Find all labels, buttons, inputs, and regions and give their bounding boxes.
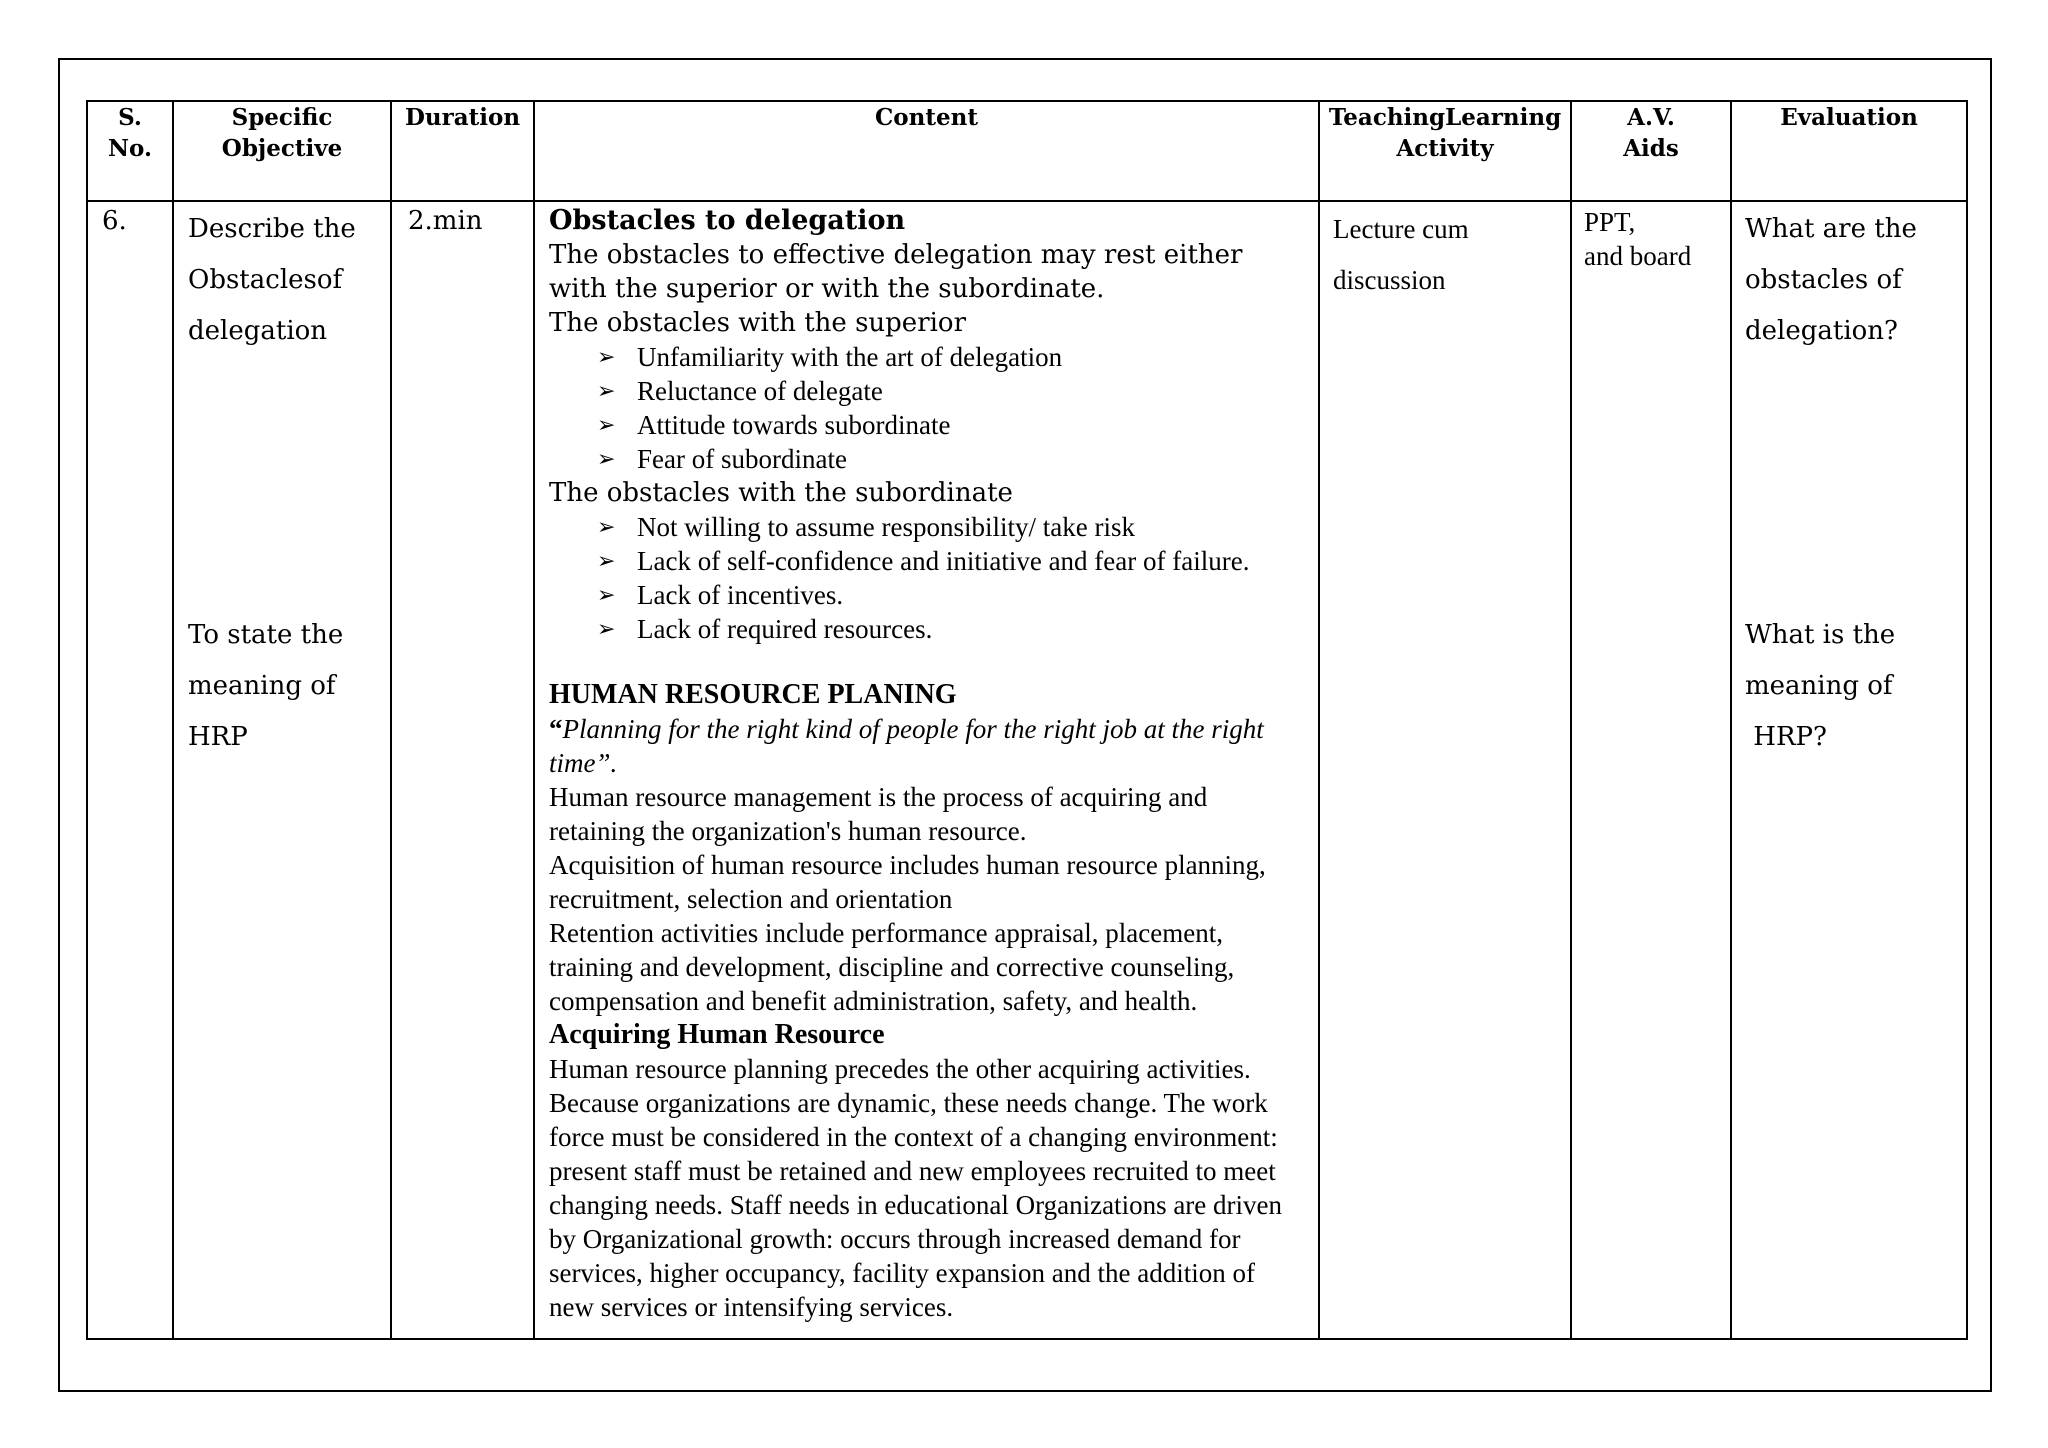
header-sno-line-2: No. (108, 135, 152, 162)
header-teaching-line-2: Activity (1396, 135, 1494, 162)
arrow-bullet-icon: ➢ (597, 412, 616, 437)
list-item-text: Lack of required resources. (637, 614, 933, 644)
list-item (597, 374, 1306, 408)
evaluation-2-line: meaning of (1745, 671, 1893, 701)
evaluation-2-line: What is the (1745, 620, 1896, 650)
objective-2 (188, 610, 390, 763)
evaluation-1 (1745, 202, 1966, 357)
list-item-text: Unfamiliarity with the art of delegation (637, 342, 1063, 372)
evaluation-1-line: delegation? (1745, 316, 1898, 346)
evaluation-1-line: What are the (1745, 214, 1917, 244)
acquisition-text: Acquisition of human resource includes human resource planning, recruitment, selection and orientation (549, 850, 1266, 914)
hrp-title: HUMAN RESOURCE PLANING (549, 679, 957, 710)
header-objective (173, 101, 391, 201)
header-row (87, 101, 1967, 201)
subordinate-heading: The obstacles with the subordinate (549, 478, 1013, 508)
teaching-line: discussion (1333, 265, 1446, 295)
header-duration: Duration (391, 101, 534, 201)
list-item-text: Reluctance of delegate (637, 376, 883, 406)
header-content: Content (534, 101, 1319, 201)
list-item (597, 612, 1306, 646)
header-aids-line-2: Aids (1623, 135, 1679, 162)
list-item (597, 408, 1306, 442)
cell-sno: 6. (87, 201, 173, 1339)
acquiring-text: Human resource planning precedes the other acquiring activities. Because organizations are dynamic, these needs change. The work force must be considered in the context of a changing environment: present staff must be retained and new employees recruited to meet changing needs. Staff needs in educational Organizations are driven by Organizational growth: occurs through increased demand for services, higher occupancy, facility expansion and the addition of new services or intensifying services. (549, 1054, 1283, 1322)
cell-objective (173, 201, 391, 1339)
obstacles-title: Obstacles to delegation (549, 205, 906, 236)
list-item (597, 510, 1306, 544)
arrow-bullet-icon: ➢ (597, 582, 616, 607)
arrow-bullet-icon: ➢ (597, 616, 616, 641)
subordinate-list (549, 510, 1306, 646)
header-sno-line-1: S. (118, 104, 142, 131)
list-item-text: Lack of incentives. (637, 580, 844, 610)
objective-1-line: Obstaclesof (188, 265, 343, 295)
header-evaluation: Evaluation (1731, 101, 1967, 201)
lesson-plan-table (86, 100, 1968, 1340)
header-sno (87, 101, 173, 201)
list-item-text: Not willing to assume responsibility/ take risk (637, 512, 1135, 542)
evaluation-1-line: obstacles of (1745, 265, 1902, 295)
header-teaching-line-1: TeachingLearning (1328, 104, 1562, 131)
objective-1-line: delegation (188, 316, 328, 346)
aids-line: and board (1584, 241, 1692, 271)
arrow-bullet-icon: ➢ (597, 344, 616, 369)
cell-evaluation (1731, 201, 1967, 1339)
teaching-line: Lecture cum (1333, 214, 1469, 244)
header-objective-line-2: Objective (221, 135, 343, 162)
teaching-activity-text (1333, 202, 1570, 306)
header-aids (1571, 101, 1731, 201)
hrm-definition: Human resource management is the process of acquiring and retaining the organization's human resource. (549, 782, 1208, 846)
objective-2-line: HRP (188, 722, 248, 752)
cell-duration: 2.min (391, 201, 534, 1339)
spacer (549, 1324, 1306, 1338)
aids-line: PPT, (1584, 207, 1636, 237)
superior-heading: The obstacles with the superior (549, 308, 967, 338)
list-item (597, 578, 1306, 612)
hrp-quote (549, 712, 1306, 780)
objective-1 (188, 202, 390, 357)
evaluation-2 (1745, 610, 1966, 763)
arrow-bullet-icon: ➢ (597, 446, 616, 471)
superior-list (549, 340, 1306, 476)
header-aids-line-1: A.V. (1627, 104, 1675, 131)
cell-content (534, 201, 1319, 1339)
list-item (597, 442, 1306, 476)
spacer (549, 646, 1306, 678)
hrp-quote-text: Planning for the right kind of people for the right job at the right time”. (549, 714, 1264, 778)
acquiring-title: Acquiring Human Resource (549, 1019, 885, 1050)
objective-2-line: To state the (188, 620, 344, 650)
list-item-text: Lack of self-confidence and initiative and fear of failure. (637, 546, 1250, 576)
header-objective-line-1: Specific (231, 104, 333, 131)
arrow-bullet-icon: ➢ (597, 514, 616, 539)
cell-av-aids (1571, 201, 1731, 1339)
list-item-text: Attitude towards subordinate (637, 410, 951, 440)
list-item (597, 340, 1306, 374)
list-item-text: Fear of subordinate (637, 444, 847, 474)
header-teaching (1319, 101, 1571, 201)
obstacles-intro: The obstacles to effective delegation may rest either with the superior or with the subordinate. (549, 240, 1243, 304)
retention-text: Retention activities include performance appraisal, placement, training and development, discipline and corrective counseling, compensation and benefit administration, safety, and health. (549, 918, 1235, 1016)
arrow-bullet-icon: ➢ (597, 378, 616, 403)
objective-1-line: Describe the (188, 214, 356, 244)
table-row (87, 201, 1967, 1339)
objective-2-line: meaning of (188, 671, 336, 701)
cell-teaching-activity (1319, 201, 1571, 1339)
list-item (597, 544, 1306, 578)
evaluation-2-line: HRP? (1745, 722, 1827, 752)
arrow-bullet-icon: ➢ (597, 548, 616, 573)
hrp-quote-mark: “ (549, 714, 563, 744)
av-aids-text (1584, 202, 1730, 273)
